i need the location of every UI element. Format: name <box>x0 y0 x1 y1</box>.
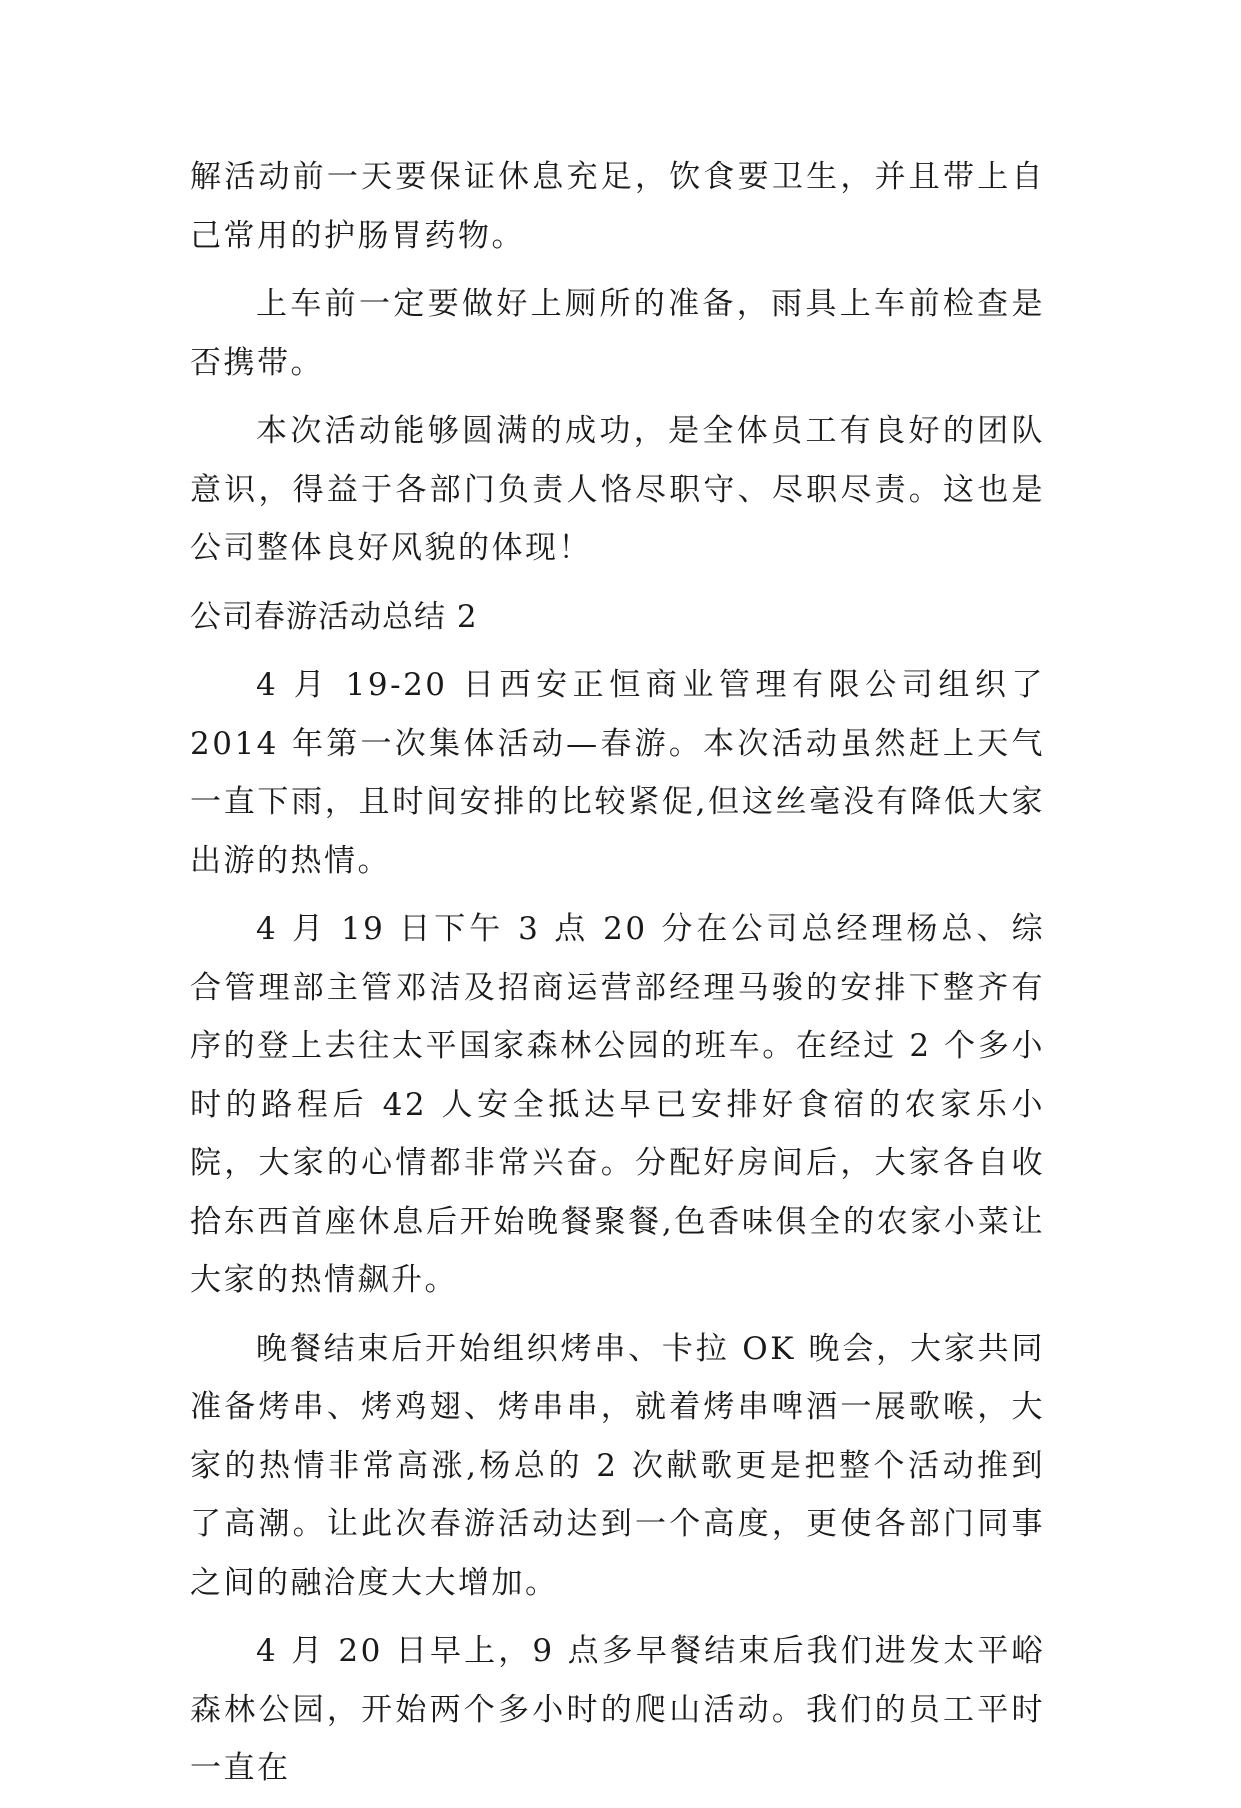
paragraph-rest-preparation: 解活动前一天要保证休息充足，饮食要卫生，并且带上自己常用的护肠胃药物。 <box>190 159 1045 254</box>
paragraph-intro-spring-outing: 4 月 19-20 日西安正恒商业管理有限公司组织了 2014 年第一次集体活动—春游。本次活动虽然赶上天气一直下雨，且时间安排的比较紧促,但这丝毫没有降低大家出游的热情。 <box>190 667 1045 879</box>
document-page <box>190 148 1045 1808</box>
paragraph-success-summary: 本次活动能够圆满的成功，是全体员工有良好的团队意识，得益于各部门负责人恪尽职守、尽职尽责。这也是公司整体良好风貌的体现！ <box>190 413 1045 566</box>
paragraph-toilet-raingear: 上车前一定要做好上厕所的准备，雨具上车前检查是否携带。 <box>190 286 1045 381</box>
section-title: 公司春游活动总结 2 <box>190 598 478 635</box>
paragraph-april-19-departure: 4 月 19 日下午 3 点 20 分在公司总经理杨总、综合管理部主管邓洁及招商运营部经理马骏的安排下整齐有序的登上去往太平国家森林公园的班车。在经过 2 个多小时的路程后 42 人安全抵达早已安排好食宿的农家乐小院，大家的心情都非常兴奋。分配好房间后，大家各自收拾东西首座休息后开始晚餐聚餐,色香味俱全的农家小菜让大家的热情飙升。 <box>190 911 1045 1298</box>
paragraph-evening-party: 晚餐结束后开始组织烤串、卡拉 OK 晚会，大家共同准备烤串、烤鸡翅、烤串串，就着烤串啤酒一展歌喉，大家的热情非常高涨,杨总的 2 次献歌更是把整个活动推到了高潮。让此次春游活动达到一个高度，更使各部门同事之间的融洽度大大增加。 <box>190 1330 1045 1601</box>
paragraph-april-20-hiking: 4 月 20 日早上，9 点多早餐结束后我们进发太平峪森林公园，开始两个多小时的爬山活动。我们的员工平时一直在 <box>190 1633 1045 1786</box>
